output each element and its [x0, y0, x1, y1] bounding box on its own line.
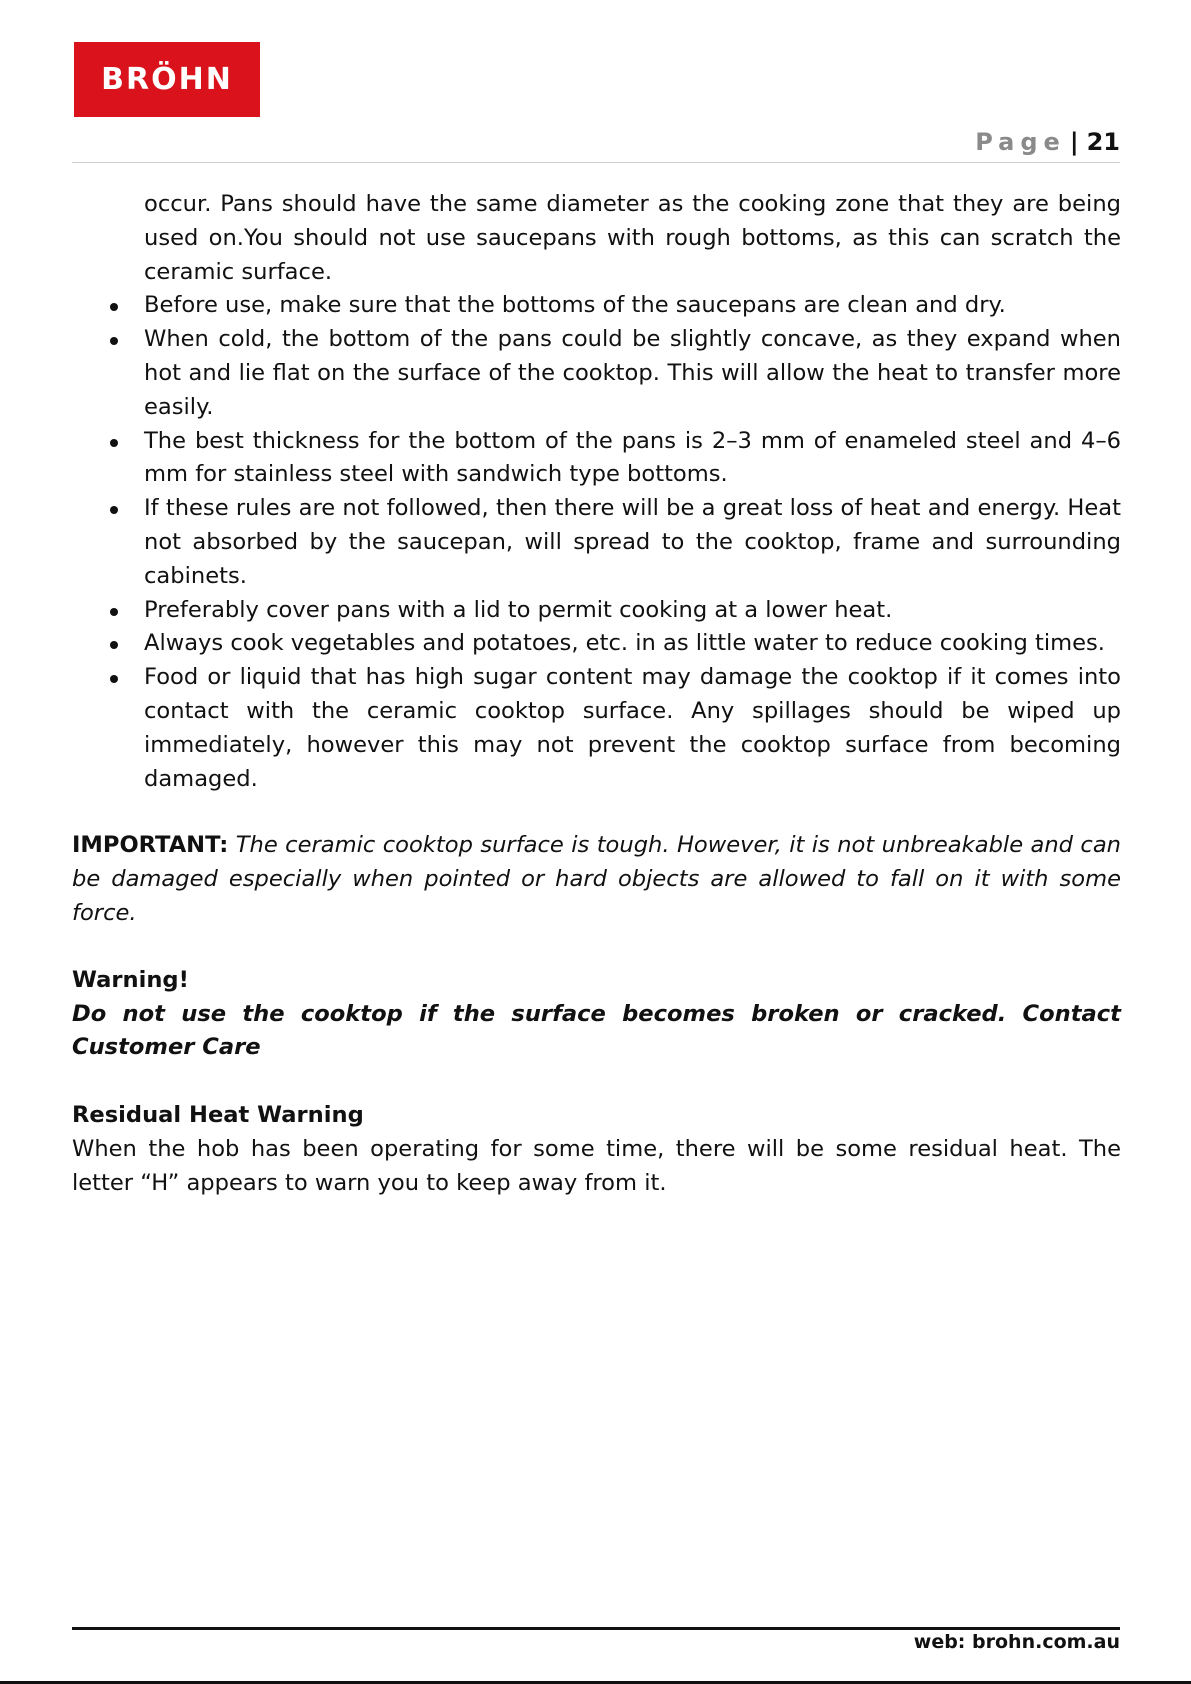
list-item: Preferably cover pans with a lid to permit cooking at a lower heat.	[72, 594, 1121, 628]
bullet-icon	[110, 303, 118, 311]
page-separator: |	[1069, 128, 1079, 156]
bullet-icon	[110, 439, 118, 447]
warning-text: Do not use the cooktop if the surface becomes broken or cracked. Contact Customer Care	[72, 1000, 1121, 1061]
page-number: 21	[1086, 128, 1120, 156]
list-item: Before use, make sure that the bottoms of the saucepans are clean and dry.	[72, 289, 1121, 323]
bullet-icon	[110, 608, 118, 616]
list-item: If these rules are not followed, then there will be a great loss of heat and energy. Heat not absorbed by the saucepan, will spread to the cooktop, frame and surrounding cabinets.	[72, 492, 1121, 593]
bullet-icon	[110, 506, 118, 514]
bullet-list	[72, 289, 1121, 796]
page-number-label	[975, 128, 1120, 156]
continuation-paragraph: occur. Pans should have the same diameter as the cooking zone that they are being used on.You should not use saucepans with rough bottoms, as this can scratch the ceramic surface.	[144, 191, 1121, 285]
list-item: Always cook vegetables and potatoes, etc. in as little water to reduce cooking times.	[72, 627, 1121, 661]
list-item: Food or liquid that has high sugar content may damage the cooktop if it comes into contact with the ceramic cooktop surface. Any spillages should be wiped up immediately, however this may not prevent the cooktop surface from becoming damaged.	[72, 661, 1121, 796]
bullet-icon	[110, 337, 118, 345]
residual-heat-text: When the hob has been operating for some time, there will be some residual heat. The letter “H” appears to warn you to keep away from it.	[72, 1135, 1121, 1196]
brand-logo-text: BRÖHN	[101, 62, 233, 97]
residual-heat-heading: Residual Heat Warning	[72, 1102, 364, 1129]
page-content	[72, 188, 1121, 1201]
header-divider	[72, 162, 1120, 163]
important-label: IMPORTANT:	[72, 832, 229, 859]
warning-heading: Warning!	[72, 966, 189, 993]
footer-divider	[72, 1627, 1120, 1630]
important-text: The ceramic cooktop surface is tough. However, it is not unbreakable and can be damaged especially when pointed or hard objects are allowed to fall on it with some force.	[72, 832, 1122, 926]
list-item: When cold, the bottom of the pans could be slightly concave, as they expand when hot and lie flat on the surface of the cooktop. This will allow the heat to transfer more easily.	[72, 323, 1121, 424]
page-word: Page	[975, 128, 1066, 156]
brand-logo	[74, 42, 260, 117]
important-note	[72, 829, 1121, 930]
footer-web-address: web: brohn.com.au	[913, 1631, 1120, 1653]
list-item: The best thickness for the bottom of the pans is 2–3 mm of enameled steel and 4–6 mm for stainless steel with sandwich type bottoms.	[72, 425, 1121, 493]
bullet-icon	[110, 641, 118, 649]
bullet-icon	[110, 675, 118, 683]
